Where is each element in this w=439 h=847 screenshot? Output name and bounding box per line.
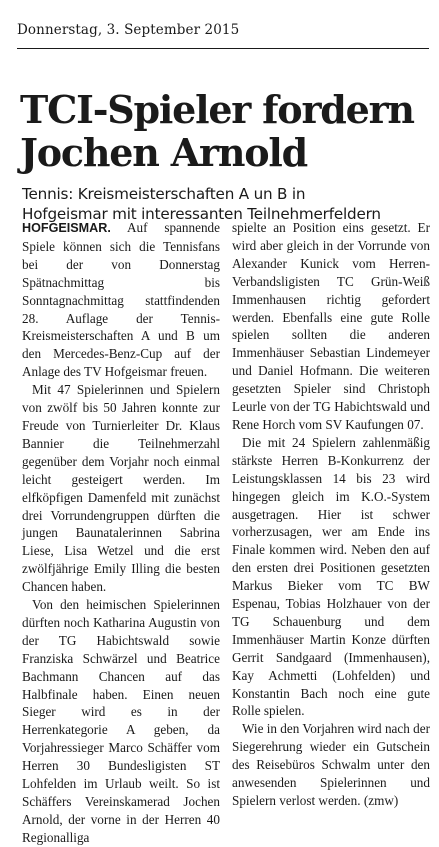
article-paragraph: Von den heimischen Spielerinnen dürften noch Katharina Augustin von der TG Habichtswald sowie Franziska Schwärzel und Beatrice Bachmann Chancen auf das Halbfinale haben. Einen neuen Sieger wird es in der Herrenkategorie A geben, da Vorjahressieger Marco Schäffer vom Herren 30 Bundesligisten ST Lohfelden im Urlaub weilt. So ist Schäffers Vereinskamerad Jochen Arnold, der vorne in der Herren 40 Regionalliga [22,597,220,845]
article-paragraph [22,219,220,381]
issue-date: Donnerstag, 3. September 2015 [17,22,240,38]
article-column-1 [22,219,220,847]
subheadline [22,184,434,224]
header-rule [17,48,429,49]
dateline-place: HOFGEISMAR. [22,221,111,235]
article-paragraph: Die mit 24 Spielern zahlenmäßig stärkste Herren B-Konkurrenz der Leistungsklassen 14 bis 23 wird hingegen gleich im K.O.-System ausgetragen. Hier ist schwer vorherzusagen, wer am Ende ins Finale kommen wird. Neben den auf den ersten drei Positionen gesetzten Markus Bieker vom TC BW Espenau, Tobias Holzhauer von der TG Schauenburg und dem Immenhäuser Martin Konze dürften Gerrit Sandgaard (Immenhausen), Kay Achmetti (Lohfelden) und Konstantin Bach noch eine gute Rolle spielen. [232,434,430,719]
headline [20,88,435,174]
headline-line-2: Jochen Arnold [20,130,308,175]
subheadline-line-1: Tennis: Kreismeisterschaften A un B in [22,185,306,203]
paragraph-text: Auf spannende Spiele können sich die Tennisfans bei der von Donnerstag Spätnachmittag bis Sonntagnachmittag stattfindenden 28. Auflage der Tennis-Kreismeisterschaften A und B um den Mercedes-Benz-Cup auf der Anlage des TV Hofgeismar freuen. [22,220,220,380]
subheadline-line-2: Hofgeismar mit interessanten Teilnehmerfeldern [22,205,381,223]
headline-line-1: TCI-Spieler fordern [20,87,414,132]
article-paragraph: Wie in den Vorjahren wird nach der Siegerehrung wieder ein Gutschein des Reisebüros Schwalm unter den anwesenden Spielerinnen und Spielern verlost werden. (zmw) [232,721,430,808]
article-paragraph: spielte an Position eins gesetzt. Er wird aber gleich in der Vorrunde von Alexander Kunick vom Herren-Verbandsligisten TC Grün-Weiß Immenhausen richtig gefordert werden. Ebenfalls eine gute Rolle spielen sollten die anderen Immenhäuser Sebastian Lindemeyer und Daniel Hofmann. Die weiteren gesetzten Spieler sind Christoph Leurle von der TG Habichtswald und Rene Horch vom SV Kaufungen 07. [232,220,430,432]
article-paragraph: Mit 47 Spielerinnen und Spielern von zwölf bis 50 Jahren konnte zur Freude von Turnierleiter Dr. Klaus Bannier die Teilnehmerzahl gegenüber dem Vorjahr noch einmal leicht gesteigert werden. Im elfköpfigen Damenfeld mit zunächst drei Vorrundengruppen dürften die jungen Baunatalerinnen Sabrina Liese, Lisa Wetzel und die erst zwölfjährige Emily Illing die besten Chancen haben. [22,382,220,595]
article-column-2 [232,219,430,810]
